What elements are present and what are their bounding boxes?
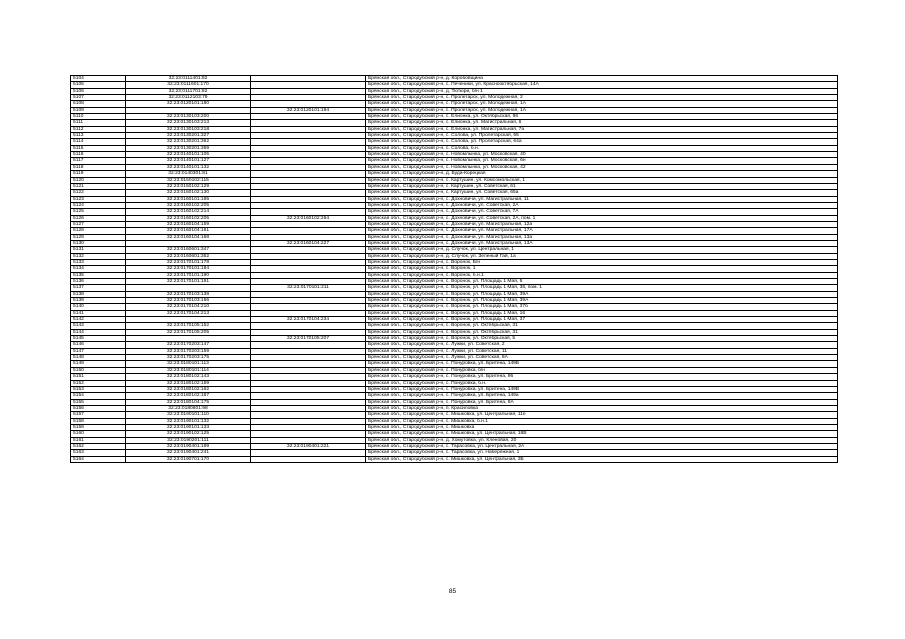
address-cell: Брянская обл., Стародубский р-н, с. Дохновичи, ул. Магистральная, 13а (366, 234, 838, 240)
row-number-cell: 5152 (71, 380, 126, 386)
address-cell: Брянская обл., Стародубский р-н, с. Новомлынка, ул. Московская, 6н (366, 158, 838, 164)
cadastral-number-cell: 32:23:0190401:199 (126, 443, 251, 449)
page-number: 85 (448, 588, 457, 595)
address-cell: Брянская обл., Стародубский р-н, с. Дохновичи, ул. Магистральная, 11 (366, 196, 838, 202)
address-cell: Брянская обл., Стародубский р-н, с. Мишковка, ул. Центральная, 18В (366, 431, 838, 437)
row-number-cell: 5128 (71, 228, 126, 234)
table-row (71, 456, 838, 462)
address-cell: Брянская обл., Стародубский р-н, с. Лужки, ул. Советская, 2 (366, 342, 838, 348)
address-cell: Брянская обл., Стародубский р-н, с. Понуровка, б/н (366, 367, 838, 373)
cadastral-number-cell: 32:23:0170105:152 (126, 323, 251, 329)
cadastral-number-cell: 32:23:0130103:218 (126, 126, 251, 132)
related-cadastral-number-cell: 32:23:0170105:207 (251, 336, 366, 342)
cadastral-number-cell: 32:23:0160102:205 (126, 215, 251, 221)
address-cell: Брянская обл., Стародубский р-н, с. Воронок, ул. Площадь 1 Мая, 5 (366, 279, 838, 285)
row-number-cell: 5136 (71, 279, 126, 285)
cadastral-number-cell: 32:23:0130201:327 (126, 133, 251, 139)
cadastral-number-cell: 32:23:0130201:369 (126, 145, 251, 151)
row-number-cell: 5110 (71, 114, 126, 120)
cadastral-number-cell: 32:23:0112103:79 (126, 95, 251, 101)
row-number-cell: 5107 (71, 95, 126, 101)
row-number-cell: 5113 (71, 133, 126, 139)
cadastral-number-cell: 32:23:0170101:178 (126, 259, 251, 265)
row-number-cell: 5124 (71, 202, 126, 208)
address-cell: Брянская обл., Стародубский р-н, с. Тарасовка, ул. Центральная, 2А (366, 443, 838, 449)
address-cell: Брянская обл., Стародубский р-н, с. Елионка, ул. Магистральная, 6 (366, 120, 838, 126)
row-number-cell: 5145 (71, 336, 126, 342)
row-number-cell: 5125 (71, 209, 126, 215)
row-number-cell: 5122 (71, 190, 126, 196)
cadastral-number-cell: 32:23:0111601:170 (126, 82, 251, 88)
cadastral-number-cell: 32:23:0170105:205 (126, 329, 251, 335)
row-number-cell: 5120 (71, 177, 126, 183)
address-cell: Брянская обл., Стародубский р-н, с. Воронок, ул. Октябрьская, 31 (366, 329, 838, 335)
cadastral-number-cell: 32:23:0160104:168 (126, 234, 251, 240)
cadastral-number-cell: 32:23:0180102:159 (126, 380, 251, 386)
cadastral-number-cell: 32:23:0150102:115 (126, 177, 251, 183)
cadastral-number-cell: 32:23:0180101:113 (126, 361, 251, 367)
address-cell: Брянская обл., Стародубский р-н, с. Тарасовка, ул. Набережная, 1 (366, 450, 838, 456)
row-number-cell: 5135 (71, 272, 126, 278)
cadastral-number-cell: 32:23:0180102:162 (126, 386, 251, 392)
row-number-cell: 5154 (71, 393, 126, 399)
row-number-cell: 5134 (71, 266, 126, 272)
related-cadastral-number-cell: 32:23:0160102:264 (251, 215, 366, 221)
row-number-cell: 5159 (71, 424, 126, 430)
row-number-cell: 5164 (71, 456, 126, 462)
row-number-cell: 5106 (71, 88, 126, 94)
address-cell: Брянская обл., Стародубский р-н, с. Солова, ул. Пролетарская, 64а (366, 139, 838, 145)
cadastral-number-cell: 32:23:0140301:81 (126, 171, 251, 177)
address-cell: Брянская обл., Стародубский р-н, д. Тютюри, б/н 1 (366, 88, 838, 94)
row-number-cell: 5137 (71, 285, 126, 291)
address-cell: Брянская обл., Стародубский р-н, д. Коробовщина (366, 76, 838, 82)
address-cell: Брянская обл., Стародубский р-н, с. Дохновичи, ул. Магистральная, 12а (366, 221, 838, 227)
address-cell: Брянская обл., Стародубский р-н, с. Понуровка, б.н. (366, 380, 838, 386)
cadastral-number-cell: 32:23:0160104:161 (126, 228, 251, 234)
related-cadastral-number-cell (251, 456, 366, 462)
row-number-cell: 5118 (71, 164, 126, 170)
address-cell: Брянская обл., Стародубский р-н, с. Дохновичи, ул. Магистральная, 13А (366, 240, 838, 246)
document-page (70, 75, 838, 463)
address-cell: Брянская обл., Стародубский р-н, с. Воронок, ул. Площадь 1 Мая, 39А (366, 291, 838, 297)
row-number-cell: 5163 (71, 450, 126, 456)
cadastral-number-cell: 32:23:0170104:213 (126, 310, 251, 316)
cadastral-number-cell: 32:23:0170101:184 (126, 266, 251, 272)
address-cell: Брянская обл., Стародубский р-н, с. Воронок, ул. Площадь 1 Мая, 37б (366, 304, 838, 310)
row-number-cell: 5156 (71, 405, 126, 411)
address-cell: Брянская обл., Стародубский р-н, с. Воронок, ул. Площадь 1 Мая, 39А (366, 298, 838, 304)
row-number-cell: 5115 (71, 145, 126, 151)
address-cell: Брянская обл., Стародубский р-н, с. Пролетарск, ул. Молодежная, 1А (366, 101, 838, 107)
row-number-cell: 5161 (71, 437, 126, 443)
cadastral-number-cell: 32:23:0130201:362 (126, 139, 251, 145)
address-cell: Брянская обл., Стародубский р-н, с. Мишковка, б.н.1 (366, 418, 838, 424)
row-number-cell: 5160 (71, 431, 126, 437)
address-cell: Брянская обл., Стародубский р-н, с. Печеники, ул. Краснооктябрьская, 14А (366, 82, 838, 88)
address-cell: Брянская обл., Стародубский р-н, с. Понуровка, ул. Бритена, 149а (366, 393, 838, 399)
address-cell: Брянская обл., Стародубский р-н, с. Картушин, ул. Советская, 65а (366, 190, 838, 196)
row-number-cell: 5130 (71, 240, 126, 246)
row-number-cell: 5139 (71, 298, 126, 304)
row-number-cell: 5157 (71, 412, 126, 418)
address-cell: Брянская обл., Стародубский р-н, д. Хомутовка, ул. Кленовая, 20 (366, 437, 838, 443)
address-cell: Брянская обл., Стародубский р-н, с. Елионка, ул. Октябрьская, 96 (366, 114, 838, 120)
address-cell: Брянская обл., Стародубский р-н, с. Дохновичи, ул. Советская, 7А (366, 209, 838, 215)
address-cell: Брянская обл., Стародубский р-н, с. Воронок, ул. Площадь 1 Мая, 16 (366, 310, 838, 316)
row-number-cell: 5144 (71, 329, 126, 335)
cadastral-number-cell: 32:23:0160102:214 (126, 209, 251, 215)
row-number-cell: 5141 (71, 310, 126, 316)
cadastral-number-cell: 32:23:0170101:191 (126, 279, 251, 285)
cadastral-number-cell: 32:23:0170203:159 (126, 348, 251, 354)
address-cell: Брянская обл., Стародубский р-н, д. Буда-Корецкая (366, 171, 838, 177)
address-cell: Брянская обл., Стародубский р-н, с. Картушин, ул. Советская, 61 (366, 183, 838, 189)
cadastral-number-cell: 32:23:0190401:241 (126, 450, 251, 456)
address-cell: Брянская обл., Стародубский р-н, с. Воронок, б.н.1 (366, 272, 838, 278)
cadastral-number-cell: 32:23:0170103:138 (126, 291, 251, 297)
row-number-cell: 5114 (71, 139, 126, 145)
row-number-cell: 5153 (71, 386, 126, 392)
cadastral-number-cell: 32:23:0150102:129 (126, 183, 251, 189)
row-number-cell: 5142 (71, 317, 126, 323)
row-number-cell: 5147 (71, 348, 126, 354)
address-cell: Брянская обл., Стародубский р-н, п. Красиловка (366, 405, 838, 411)
address-cell: Брянская обл., Стародубский р-н, с. Дохновичи, ул. Советская, 2А, пом. 1 (366, 215, 838, 221)
row-number-cell: 5132 (71, 253, 126, 259)
row-number-cell: 5104 (71, 76, 126, 82)
row-number-cell: 5126 (71, 215, 126, 221)
registry-table (70, 75, 838, 463)
cadastral-number-cell: 32:23:0170203:175 (126, 355, 251, 361)
address-cell: Брянская обл., Стародубский р-н, с. Понуровка, ул. Бритена, 96 (366, 374, 838, 380)
row-number-cell: 5150 (71, 367, 126, 373)
row-number-cell: 5155 (71, 399, 126, 405)
address-cell: Брянская обл., Стародубский р-н, с. Новомлынка, ул. Московская, 40 (366, 152, 838, 158)
cadastral-number-cell: 32:23:0130103:213 (126, 120, 251, 126)
row-number-cell: 5112 (71, 126, 126, 132)
cadastral-number-cell: 32:23:0140101:132 (126, 164, 251, 170)
cadastral-number-cell: 32:23:0111401:82 (126, 76, 251, 82)
registry-table-body (71, 76, 838, 463)
row-number-cell: 5143 (71, 323, 126, 329)
row-number-cell: 5111 (71, 120, 126, 126)
address-cell: Брянская обл., Стародубский р-н, д. Случок, ул. Центральная, 1 (366, 247, 838, 253)
row-number-cell: 5158 (71, 418, 126, 424)
cadastral-number-cell: 32:23:0190101:132 (126, 418, 251, 424)
cadastral-number-cell: 32:23:0180601:98 (126, 405, 251, 411)
cadastral-number-cell: 32:23:0160601:347 (126, 247, 251, 253)
address-cell: Брянская обл., Стародубский р-н, с. Мишковка, ул. Центральная, 3Б (366, 456, 838, 462)
row-number-cell: 5105 (71, 82, 126, 88)
address-cell: Брянская обл., Стародубский р-н, с. Новомлынка, ул. Московская, 42 (366, 164, 838, 170)
address-cell: Брянская обл., Стародубский р-н, с. Мишковка, ул. Центральная, 11е (366, 412, 838, 418)
cadastral-number-cell: 32:23:0111701:82 (126, 88, 251, 94)
cadastral-number-cell: 32:23:0160601:352 (126, 253, 251, 259)
cadastral-number-cell: 32:23:0160104:159 (126, 221, 251, 227)
address-cell: Брянская обл., Стародубский р-н, с. Понуровка, ул. Бритена, 149Б (366, 361, 838, 367)
cadastral-number-cell: 32:23:0190101:110 (126, 412, 251, 418)
cadastral-number-cell: 32:23:0190101:133 (126, 424, 251, 430)
address-cell: Брянская обл., Стародубский р-н, с. Воронок, ул. Октябрьская, 5 (366, 336, 838, 342)
related-cadastral-number-cell: 32:23:0170104:234 (251, 317, 366, 323)
address-cell: Брянская обл., Стародубский р-н, с. Елионка, ул. Магистральная, 7а (366, 126, 838, 132)
cadastral-number-cell: 32:23:0150102:130 (126, 190, 251, 196)
row-number-cell: 5151 (71, 374, 126, 380)
address-cell: Брянская обл., Стародубский р-н, д. Случок, ул. Зеленый Гай, 1а (366, 253, 838, 259)
row-number-cell: 5131 (71, 247, 126, 253)
cadastral-number-cell: 32:23:0190701:170 (126, 456, 251, 462)
address-cell: Брянская обл., Стародубский р-н, с. Лужки, ул. Советская, 11 (366, 348, 838, 354)
cadastral-number-cell: 32:23:0120101:180 (126, 101, 251, 107)
address-cell: Брянская обл., Стародубский р-н, с. Воронок, ул. Площадь 1 Мая, 37 (366, 317, 838, 323)
cadastral-number-cell: 32:23:0140101:105 (126, 152, 251, 158)
row-number-cell: 5129 (71, 234, 126, 240)
cadastral-number-cell: 32:23:0130103:200 (126, 114, 251, 120)
address-cell: Брянская обл., Стародубский р-н, с. Воронок, ул. Октябрьская, 31 (366, 323, 838, 329)
related-cadastral-number-cell: 32:23:0190401:221 (251, 443, 366, 449)
cadastral-number-cell: 32:23:0170104:210 (126, 304, 251, 310)
cadastral-number-cell: 32:23:0180101:114 (126, 367, 251, 373)
cadastral-number-cell: 32:23:0170101:190 (126, 272, 251, 278)
address-cell: Брянская обл., Стародубский р-н, с. Дохновичи, ул. Советская, 2А (366, 202, 838, 208)
cadastral-number-cell: 32:23:0160102:205 (126, 202, 251, 208)
row-number-cell: 5119 (71, 171, 126, 177)
address-cell: Брянская обл., Стародубский р-н, с. Мишковка (366, 424, 838, 430)
row-number-cell: 5123 (71, 196, 126, 202)
address-cell: Брянская обл., Стародубский р-н, с. Воронок, Б/н (366, 259, 838, 265)
related-cadastral-number-cell: 32:23:0170101:211 (251, 285, 366, 291)
cadastral-number-cell: 32:23:0190102:125 (126, 431, 251, 437)
row-number-cell: 5109 (71, 107, 126, 113)
address-cell: Брянская обл., Стародубский р-н, с. Дохновичи, ул. Магистральная, 17А (366, 228, 838, 234)
row-number-cell: 5162 (71, 443, 126, 449)
address-cell: Брянская обл., Стародубский р-н, с. Пролетарск, ул. Молодежная, 1А (366, 107, 838, 113)
address-cell: Брянская обл., Стародубский р-н, с. Воронок, ул. Площадь 1 Мая, 36, пом. 1 (366, 285, 838, 291)
cadastral-number-cell: 32:23:0180102:143 (126, 374, 251, 380)
address-cell: Брянская обл., Стародубский р-н, с. Картушин, ул. Комсомольская, 1 (366, 177, 838, 183)
row-number-cell: 5121 (71, 183, 126, 189)
row-number-cell: 5140 (71, 304, 126, 310)
cadastral-number-cell: 32:23:0190201:111 (126, 437, 251, 443)
cadastral-number-cell: 32:23:0180104:175 (126, 399, 251, 405)
cadastral-number-cell: 32:23:0180102:167 (126, 393, 251, 399)
cadastral-number-cell: 32:23:0160101:195 (126, 196, 251, 202)
cadastral-number-cell: 32:23:0170103:156 (126, 298, 251, 304)
address-cell: Брянская обл., Стародубский р-н, с. Солова, ул. Пролетарская, 65 (366, 133, 838, 139)
row-number-cell: 5146 (71, 342, 126, 348)
related-cadastral-number-cell: 32:23:0160104:227 (251, 240, 366, 246)
row-number-cell: 5108 (71, 101, 126, 107)
row-number-cell: 5138 (71, 291, 126, 297)
row-number-cell: 5149 (71, 361, 126, 367)
address-cell: Брянская обл., Стародубский р-н, с. Понуровка, ул. Бритена, 9А (366, 399, 838, 405)
address-cell: Брянская обл., Стародубский р-н, с. Воронок, 1 (366, 266, 838, 272)
address-cell: Брянская обл., Стародубский р-н, с. Понуровка, ул. Бритена, 149В (366, 386, 838, 392)
row-number-cell: 5117 (71, 158, 126, 164)
address-cell: Брянская обл., Стародубский р-н, с. Солова, б.н. (366, 145, 838, 151)
cadastral-number-cell: 32:23:0140101:127 (126, 158, 251, 164)
cadastral-number-cell: 32:23:0170203:147 (126, 342, 251, 348)
row-number-cell: 5116 (71, 152, 126, 158)
address-cell: Брянская обл., Стародубский р-н, с. Пролетарск, ул. Молодежная, 2 (366, 95, 838, 101)
row-number-cell: 5127 (71, 221, 126, 227)
related-cadastral-number-cell: 32:23:0120101:194 (251, 107, 366, 113)
row-number-cell: 5133 (71, 259, 126, 265)
row-number-cell: 5148 (71, 355, 126, 361)
address-cell: Брянская обл., Стародубский р-н, с. Лужки, ул. Советская, 8А (366, 355, 838, 361)
